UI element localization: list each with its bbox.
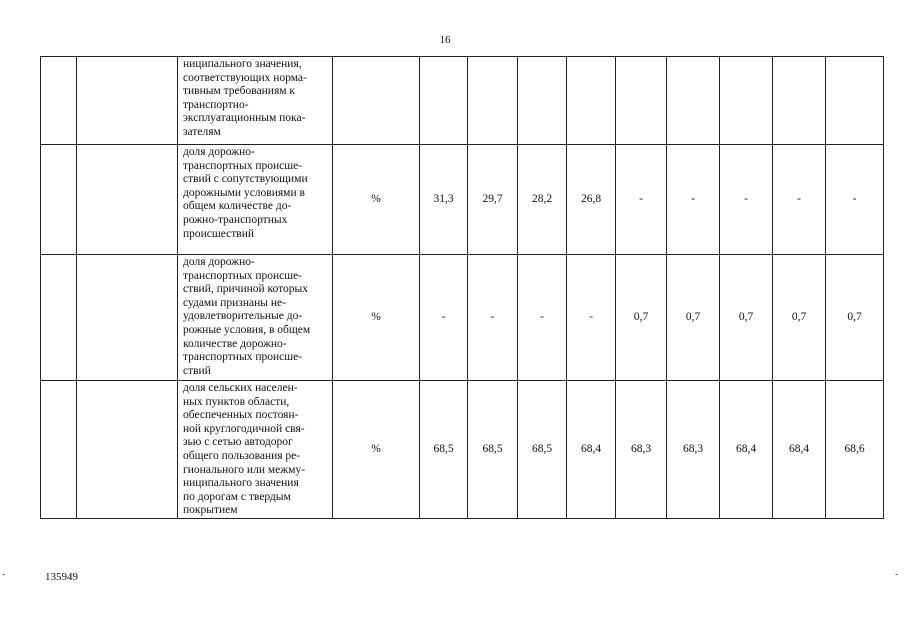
description-line: доля дорожно- (183, 256, 255, 268)
indicators-table (40, 56, 884, 519)
value-cell: 28,2 (518, 145, 567, 255)
value-cell: 0,7 (826, 255, 884, 381)
value-cell: 68,3 (667, 381, 720, 519)
value-cell: 68,5 (518, 381, 567, 519)
description-line: эксплуатационным пока- (183, 112, 306, 125)
value-cell: 29,7 (468, 145, 518, 255)
blank-cell (77, 381, 178, 519)
table-row (41, 255, 884, 381)
unit-cell: % (333, 145, 420, 255)
description-line: удовлетворительные до- (183, 310, 303, 323)
value-cell (616, 57, 667, 145)
value-cell: - (468, 255, 518, 381)
description-line: общего пользования ре- (183, 449, 301, 462)
value-cell (420, 57, 468, 145)
description-line: общем количестве до- (183, 200, 292, 213)
value-cell: - (567, 255, 616, 381)
indicator-description (178, 57, 333, 145)
value-cell: - (773, 145, 826, 255)
indicator-description (178, 381, 333, 519)
value-cell: - (720, 145, 773, 255)
value-cell (773, 57, 826, 145)
blank-cell (77, 255, 178, 381)
description-line: по дорогам с твердым (183, 490, 291, 503)
value-cell (667, 57, 720, 145)
value-cell: 0,7 (667, 255, 720, 381)
value-cell: - (420, 255, 468, 381)
value-cell (720, 57, 773, 145)
blank-cell (77, 145, 178, 255)
description-line: зателям (183, 125, 221, 138)
value-cell: 68,4 (720, 381, 773, 519)
value-cell: 68,6 (826, 381, 884, 519)
document-id: 135949 (45, 571, 78, 583)
value-cell: 31,3 (420, 145, 468, 255)
description-line: ной круглогодичной свя- (183, 422, 305, 435)
value-cell (518, 57, 567, 145)
unit-cell: % (333, 381, 420, 519)
description-line: транспортно- (183, 98, 249, 111)
description-line: рожно-транспортных (183, 213, 288, 226)
description-line: ных пунктов области, (183, 395, 290, 408)
value-cell: 68,4 (773, 381, 826, 519)
value-cell: - (518, 255, 567, 381)
value-cell (468, 57, 518, 145)
description-line: ствий, причиной которых (183, 283, 309, 296)
value-cell: 0,7 (773, 255, 826, 381)
unit-cell: % (333, 255, 420, 381)
description-line: судами признаны не- (183, 296, 286, 309)
description-line: зью с сетью автодорог (183, 436, 293, 449)
description-line: дорожными условиями в (183, 186, 305, 199)
indicator-description (178, 255, 333, 381)
number-cell (41, 145, 77, 255)
description-line: ствий (183, 364, 211, 377)
description-line: транспортных происше- (183, 159, 303, 172)
description-line: происшествий (183, 227, 255, 240)
description-line: ствий с сопутствующими (183, 173, 308, 186)
description-line: ниципального значения, (183, 58, 302, 70)
value-cell: - (826, 145, 884, 255)
value-cell: - (667, 145, 720, 255)
value-cell: 26,8 (567, 145, 616, 255)
scan-mark-right: - (895, 569, 899, 580)
description-line: гионального или межму- (183, 463, 306, 476)
description-line: транспортных происше- (183, 351, 303, 364)
scan-mark-left: - (2, 569, 6, 580)
description-line: доля сельских населен- (183, 382, 298, 394)
description-line: доля дорожно- (183, 146, 255, 158)
value-cell: 68,3 (616, 381, 667, 519)
blank-cell (77, 57, 178, 145)
value-cell: 0,7 (616, 255, 667, 381)
unit-cell (333, 57, 420, 145)
number-cell (41, 255, 77, 381)
page-number: 16 (439, 34, 451, 46)
table-body (41, 57, 884, 519)
description-line: рожные условия, в общем (183, 323, 311, 336)
table-row (41, 381, 884, 519)
value-cell: 68,4 (567, 381, 616, 519)
value-cell (826, 57, 884, 145)
number-cell (41, 381, 77, 519)
value-cell: 0,7 (720, 255, 773, 381)
number-cell (41, 57, 77, 145)
description-line: транспортных происше- (183, 269, 303, 282)
description-line: тивным требованиям к (183, 85, 295, 98)
description-line: обеспеченных постоян- (183, 409, 299, 422)
value-cell (567, 57, 616, 145)
description-line: покрытием (183, 504, 238, 517)
description-line: количестве дорожно- (183, 337, 287, 350)
description-line: соответствующих норма- (183, 71, 307, 84)
value-cell: - (616, 145, 667, 255)
indicator-description (178, 145, 333, 255)
value-cell: 68,5 (468, 381, 518, 519)
description-line: ниципального значения (183, 477, 299, 490)
value-cell: 68,5 (420, 381, 468, 519)
table-row (41, 145, 884, 255)
table-row (41, 57, 884, 145)
